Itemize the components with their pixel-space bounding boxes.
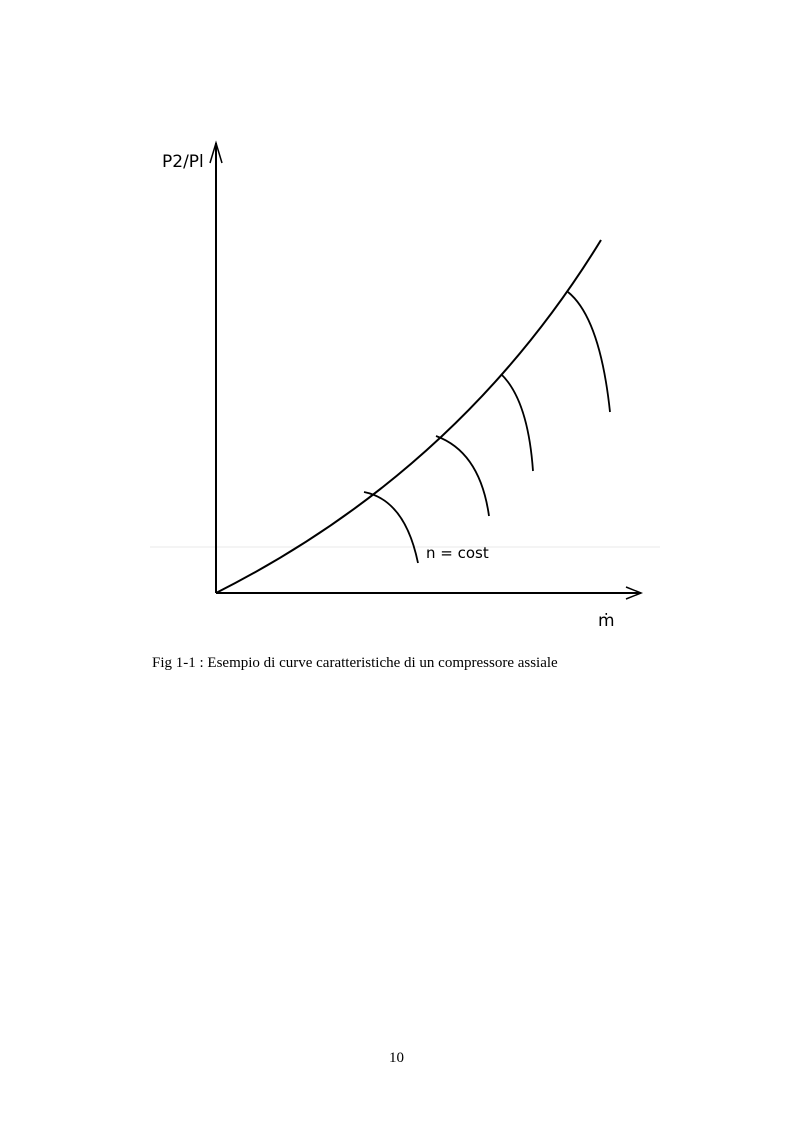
speed-line-3 [501, 374, 533, 471]
speed-line-2 [436, 436, 489, 516]
y-axis-label: P2/Pl [162, 152, 204, 172]
speed-line-4 [568, 292, 610, 412]
speed-line-1 [364, 492, 418, 563]
figure-caption: Fig 1-1 : Esempio di curve caratteristiche di un compressore assiale [152, 655, 558, 671]
page-number: 10 [389, 1050, 404, 1066]
x-axis-label: ṁ [598, 611, 615, 631]
surge-line [216, 240, 601, 593]
speed-annotation: n = cost [426, 544, 489, 562]
